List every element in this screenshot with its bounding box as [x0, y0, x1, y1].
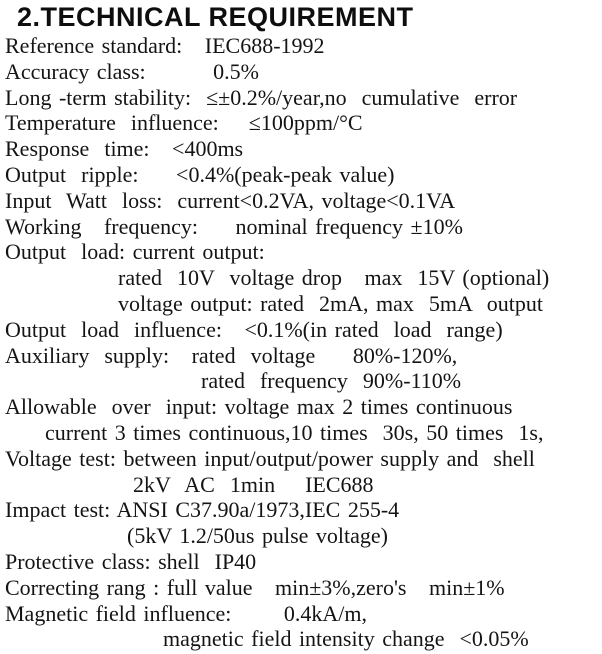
spec-line: Output load: current output: — [5, 239, 265, 265]
spec-line: Impact test: ANSI C37.90a/1973,IEC 255-4 — [5, 497, 400, 523]
spec-line: Response time: <400ms — [5, 136, 244, 162]
spec-line: magnetic field intensity change <0.05% — [163, 626, 529, 652]
spec-line: (5kV 1.2/50us pulse voltage) — [127, 523, 389, 549]
section-title: 2.TECHNICAL REQUIREMENT — [17, 2, 414, 32]
spec-line: Voltage test: between input/output/power supply and shell — [5, 445, 535, 471]
spec-line: Reference standard: IEC688-1992 — [5, 33, 325, 58]
spec-line: rated 10V voltage drop max 15V (optional) — [118, 265, 550, 291]
spec-line: rated frequency 90%-110% — [201, 368, 462, 394]
document-page — [0, 2, 602, 654]
spec-line: Output ripple: <0.4%(peak-peak value) — [5, 161, 395, 187]
spec-lines — [0, 33, 602, 652]
spec-line: 2kV AC 1min IEC688 — [133, 471, 374, 497]
spec-line: Protective class: shell IP40 — [5, 548, 257, 574]
spec-line: Input Watt loss: current<0.2VA, voltage<0.1VA — [5, 187, 456, 213]
spec-line: Allowable over input: voltage max 2 times continuous — [5, 394, 513, 420]
spec-line: Magnetic field influence: 0.4kA/m, — [5, 600, 367, 626]
spec-line: Correcting rang : full value min±3%,zero's min±1% — [5, 574, 505, 600]
spec-line: Temperature influence: ≤100ppm/°C — [5, 110, 363, 136]
spec-line: current 3 times continuous,10 times 30s, 50 times 1s, — [45, 419, 544, 445]
spec-line: Output load influence: <0.1%(in rated load range) — [5, 316, 503, 342]
spec-line: Long -term stability: ≤±0.2%/year,no cumulative error — [5, 84, 518, 110]
spec-line: Working frequency: nominal frequency ±10% — [5, 213, 463, 239]
spec-line: Accuracy class: 0.5% — [5, 58, 259, 84]
spec-line: voltage output: rated 2mA, max 5mA output — [118, 290, 543, 316]
spec-line: Auxiliary supply: rated voltage 80%-120%, — [5, 342, 458, 368]
